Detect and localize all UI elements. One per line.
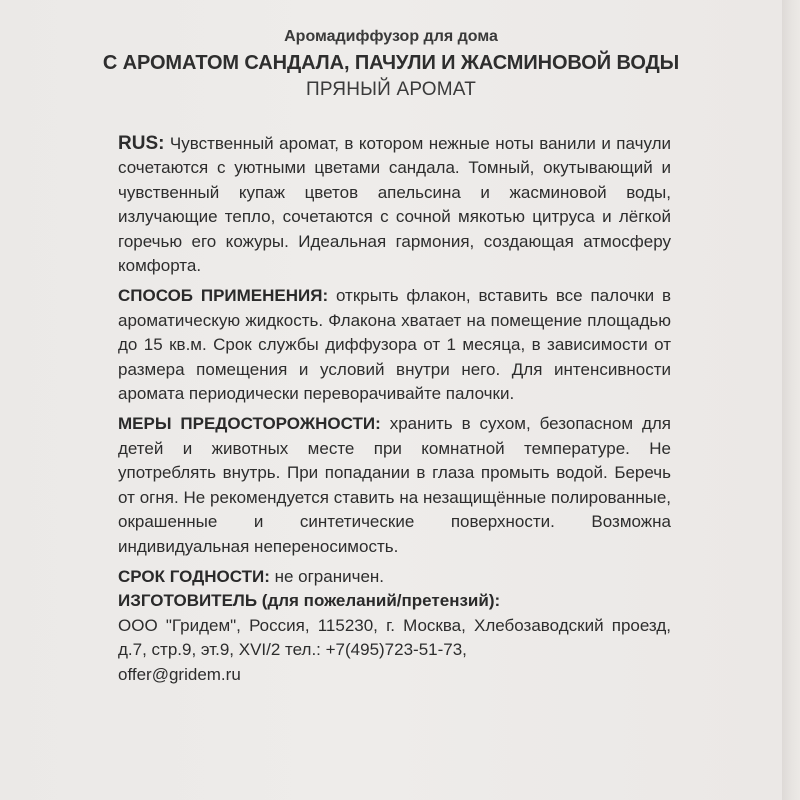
description-label: RUS: — [118, 133, 165, 154]
usage-label: СПОСОБ ПРИМЕНЕНИЯ: — [118, 286, 329, 306]
product-title: Аромадиффузор для дома — [284, 28, 498, 45]
precautions-paragraph — [118, 412, 671, 558]
usage-paragraph — [118, 284, 671, 406]
product-tagline: ПРЯНЫЙ АРОМАТ — [305, 79, 477, 100]
usage-text: открыть флакон, вставить все палочки в ароматическую жидкость. Флакона хватает на помещение площадью до 15 кв.м. Срок службы диффузора от 1 месяца, в зависимости от размера помещения и условий внутри него. Для интенсивности аромата периодически переворачивайте палочки. — [118, 286, 671, 404]
description-text: Чувственный аромат, в котором нежные ноты ванили и пачули сочетаются с уютными цветами сандала. Томный, окутывающий и чувственный купаж цветов апельсина и жасминовой воды, излучающие тепло, сочетаются с сочной мякотью цитруса и лёгкой горечью его кожуры. Идеальная гармония, создающая атмосферу комфорта. — [118, 134, 671, 276]
description-paragraph — [118, 132, 671, 278]
manufacturer-heading — [118, 589, 671, 613]
shelf-life-text: не ограничен. — [269, 566, 385, 586]
shelf-life-label: СРОК ГОДНОСТИ: — [118, 566, 270, 586]
manufacturer-label: ИЗГОТОВИТЕЛЬ (для пожеланий/претензий): — [118, 591, 501, 611]
precautions-label: МЕРЫ ПРЕДОСТОРОЖНОСТИ: — [118, 414, 381, 434]
box-side-edge — [782, 0, 800, 800]
shelf-life-paragraph — [118, 565, 671, 589]
manufacturer-address: ООО "Гридем", Россия, 115230, г. Москва, Хлебозаводский проезд, д.7, стр.9, эт.9, XVI/2 тел.: +7(495)723-51-73, — [118, 615, 671, 660]
manufacturer-email: offer@gridem.ru — [118, 664, 241, 684]
product-subtitle: С АРОМАТОМ САНДАЛА, ПАЧУЛИ И ЖАСМИНОВОЙ ВОДЫ — [102, 52, 680, 74]
precautions-text: хранить в сухом, безопасном для детей и животных месте при комнатной температуре. Не употреблять внутрь. При попадании в глаза промыть водой. Беречь от огня. Не рекомендуется ставить на незащищённые полированные, окрашенные и синтетические поверхности. Возможна индивидуальная непереносимость. — [118, 414, 671, 556]
label-body — [118, 132, 671, 687]
